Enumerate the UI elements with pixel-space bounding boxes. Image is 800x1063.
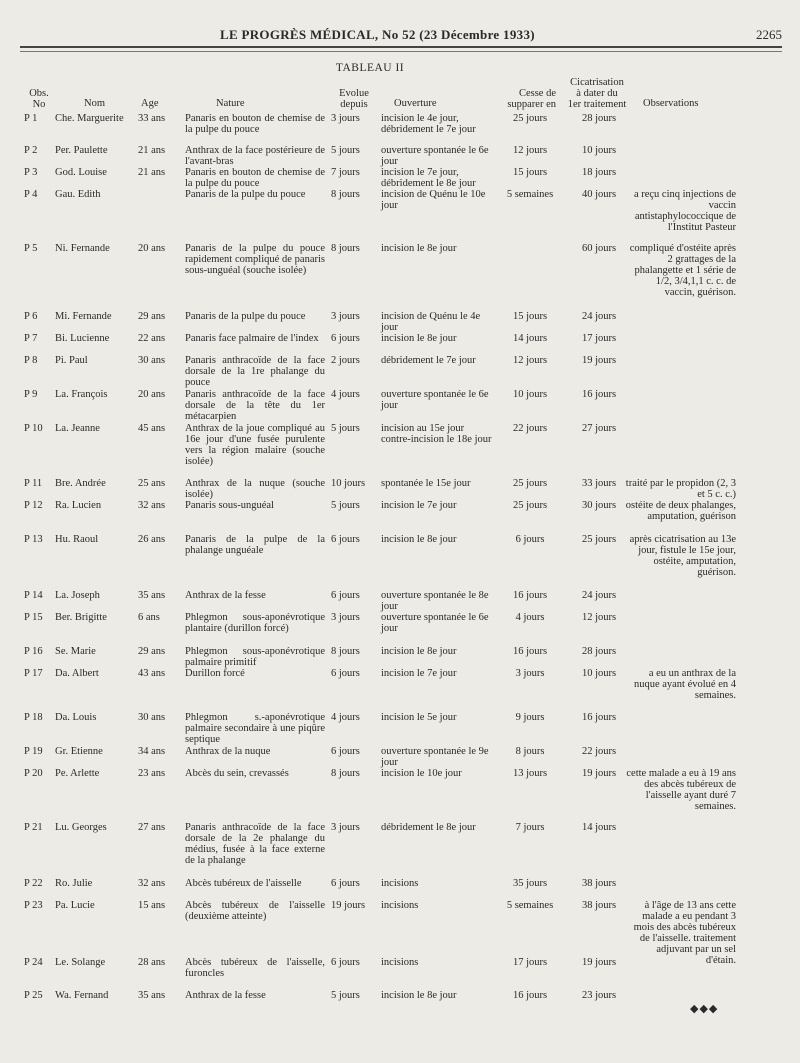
evolution-cell: 8 jours bbox=[331, 189, 360, 200]
suppuration-cell: 35 jours bbox=[512, 878, 548, 889]
opening-cell: incision le 8e jour bbox=[381, 990, 457, 1001]
healing-cell: 40 jours bbox=[581, 189, 617, 200]
suppuration-cell: 15 jours bbox=[512, 311, 548, 322]
end-ornament: ◆◆◆ bbox=[690, 1002, 719, 1015]
obs-cell: P 25 bbox=[24, 990, 43, 1001]
observations-cell: ostéite de deux phalanges, amputation, guérison bbox=[625, 500, 736, 522]
name-cell: Per. Paulette bbox=[55, 145, 108, 156]
age-cell: 26 ans bbox=[138, 534, 166, 545]
healing-cell: 18 jours bbox=[581, 167, 617, 178]
healing-cell: 17 jours bbox=[581, 333, 617, 344]
age-cell: 32 ans bbox=[138, 500, 166, 511]
opening-cell: débridement le 7e jour bbox=[381, 355, 476, 366]
age-cell: 34 ans bbox=[138, 746, 166, 757]
healing-cell: 19 jours bbox=[581, 957, 617, 968]
opening-cell: débridement le 8e jour bbox=[381, 822, 476, 833]
healing-cell: 33 jours bbox=[581, 478, 617, 489]
observations-cell: traité par le propidon (2, 3 et 5 c. c.) bbox=[625, 478, 736, 500]
nature-cell: Durillon forcé bbox=[185, 668, 245, 679]
nature-cell: Panaris anthracoïde de la face dorsale de la 2e phalange du médius, fusée à la face externe de la phalange bbox=[185, 822, 325, 866]
nature-cell: Panaris de la pulpe du pouce bbox=[185, 311, 306, 322]
col-obs: Obs. No bbox=[29, 88, 49, 110]
obs-cell: P 19 bbox=[24, 746, 43, 757]
suppuration-cell: 25 jours bbox=[512, 500, 548, 511]
evolution-cell: 3 jours bbox=[331, 311, 360, 322]
name-cell: Le. Solange bbox=[55, 957, 106, 968]
healing-cell: 14 jours bbox=[581, 822, 617, 833]
suppuration-cell: 17 jours bbox=[512, 957, 548, 968]
suppuration-cell: 22 jours bbox=[512, 423, 548, 434]
opening-cell: incision de Quénu le 4e jour bbox=[381, 311, 481, 333]
suppuration-cell: 4 jours bbox=[515, 612, 545, 623]
observations-cell: après cicatrisation au 13e jour, fistule le 15e jour, ostéite, amputation, guérison. bbox=[629, 534, 736, 578]
nature-cell: Panaris face palmaire de l'index bbox=[185, 333, 319, 344]
age-cell: 30 ans bbox=[138, 355, 166, 366]
col-nom: Nom bbox=[84, 98, 105, 109]
healing-cell: 12 jours bbox=[581, 612, 617, 623]
suppuration-cell: 16 jours bbox=[512, 646, 548, 657]
opening-cell: incision le 7e jour bbox=[381, 668, 457, 679]
suppuration-cell: 16 jours bbox=[512, 590, 548, 601]
healing-cell: 19 jours bbox=[581, 355, 617, 366]
healing-cell: 28 jours bbox=[581, 646, 617, 657]
suppuration-cell: 8 jours bbox=[515, 746, 545, 757]
nature-cell: Panaris anthracoïde de la face dorsale de la 1re phalange du pouce bbox=[185, 355, 325, 388]
nature-cell: Abcès du sein, crevassés bbox=[185, 768, 289, 779]
obs-cell: P 6 bbox=[24, 311, 38, 322]
opening-cell: incision le 10e jour bbox=[381, 768, 462, 779]
opening-cell: incisions bbox=[381, 900, 419, 911]
obs-cell: P 24 bbox=[24, 957, 43, 968]
nature-cell: Phlegmon s.-aponévrotique palmaire secondaire à une piqûre septique bbox=[185, 712, 325, 745]
obs-cell: P 21 bbox=[24, 822, 43, 833]
col-cesse: Cesse de supparer en bbox=[507, 88, 556, 110]
age-cell: 35 ans bbox=[138, 590, 166, 601]
name-cell: Se. Marie bbox=[55, 646, 96, 657]
col-observations: Observations bbox=[643, 98, 699, 109]
suppuration-cell: 6 jours bbox=[515, 534, 545, 545]
suppuration-cell: 25 jours bbox=[512, 478, 548, 489]
suppuration-cell: 14 jours bbox=[512, 333, 548, 344]
observations-cell: a eu un anthrax de la nuque ayant évolué en 4 semaines. bbox=[633, 668, 736, 701]
nature-cell: Panaris de la pulpe du pouce bbox=[185, 189, 306, 200]
issue-number: No 52 bbox=[382, 27, 416, 42]
nature-cell: Anthrax de la face postérieure de l'avant-bras bbox=[185, 145, 325, 167]
nature-cell: Anthrax de la fesse bbox=[185, 990, 266, 1001]
suppuration-cell: 5 semaines bbox=[506, 900, 554, 911]
evolution-cell: 3 jours bbox=[331, 822, 360, 833]
suppuration-cell: 12 jours bbox=[512, 145, 548, 156]
opening-cell: incision le 8e jour bbox=[381, 333, 457, 344]
evolution-cell: 8 jours bbox=[331, 243, 360, 254]
healing-cell: 27 jours bbox=[581, 423, 617, 434]
obs-cell: P 11 bbox=[24, 478, 43, 489]
opening-cell: ouverture spontanée le 6e jour bbox=[381, 612, 489, 634]
nature-cell: Panaris de la pulpe du pouce rapidement compliqué de panaris sous-unguéal (souche isolée) bbox=[185, 243, 325, 276]
name-cell: Gr. Etienne bbox=[55, 746, 103, 757]
name-cell: Pe. Arlette bbox=[55, 768, 100, 779]
age-cell: 27 ans bbox=[138, 822, 166, 833]
suppuration-cell: 9 jours bbox=[515, 712, 545, 723]
opening-cell: incision le 5e jour bbox=[381, 712, 457, 723]
age-cell: 6 ans bbox=[138, 612, 160, 623]
issue-date: (23 Décembre 1933) bbox=[419, 27, 535, 42]
name-cell: Lu. Georges bbox=[55, 822, 107, 833]
evolution-cell: 4 jours bbox=[331, 389, 360, 400]
name-cell: Ber. Brigitte bbox=[55, 612, 107, 623]
evolution-cell: 3 jours bbox=[331, 612, 360, 623]
obs-cell: P 17 bbox=[24, 668, 43, 679]
age-cell: 29 ans bbox=[138, 311, 166, 322]
nature-cell: Panaris sous-unguéal bbox=[185, 500, 274, 511]
evolution-cell: 7 jours bbox=[331, 167, 360, 178]
obs-cell: P 20 bbox=[24, 768, 43, 779]
healing-cell: 25 jours bbox=[581, 534, 617, 545]
age-cell: 32 ans bbox=[138, 878, 166, 889]
age-cell: 23 ans bbox=[138, 768, 166, 779]
name-cell: Pi. Paul bbox=[55, 355, 88, 366]
healing-cell: 28 jours bbox=[581, 113, 617, 124]
obs-cell: P 13 bbox=[24, 534, 43, 545]
obs-cell: P 10 bbox=[24, 423, 43, 434]
age-cell: 21 ans bbox=[138, 167, 166, 178]
healing-cell: 22 jours bbox=[581, 746, 617, 757]
healing-cell: 16 jours bbox=[581, 712, 617, 723]
evolution-cell: 6 jours bbox=[331, 534, 360, 545]
evolution-cell: 3 jours bbox=[331, 113, 360, 124]
nature-cell: Anthrax de la nuque bbox=[185, 746, 271, 757]
opening-cell: incisions bbox=[381, 957, 419, 968]
page-number: 2265 bbox=[756, 27, 782, 42]
obs-cell: P 12 bbox=[24, 500, 43, 511]
opening-cell: incision le 7e jour bbox=[381, 500, 457, 511]
evolution-cell: 6 jours bbox=[331, 333, 360, 344]
name-cell: Mi. Fernande bbox=[55, 311, 112, 322]
age-cell: 35 ans bbox=[138, 990, 166, 1001]
age-cell: 22 ans bbox=[138, 333, 166, 344]
age-cell: 20 ans bbox=[138, 243, 166, 254]
evolution-cell: 8 jours bbox=[331, 768, 360, 779]
col-nature: Nature bbox=[216, 98, 245, 109]
evolution-cell: 8 jours bbox=[331, 646, 360, 657]
evolution-cell: 6 jours bbox=[331, 878, 360, 889]
evolution-cell: 5 jours bbox=[331, 500, 360, 511]
healing-cell: 30 jours bbox=[581, 500, 617, 511]
opening-cell: ouverture spontanée le 9e jour bbox=[381, 746, 489, 768]
opening-cell: incision au 15e jour contre-incision le 18e jour bbox=[381, 423, 492, 445]
age-cell: 45 ans bbox=[138, 423, 166, 434]
suppuration-cell: 15 jours bbox=[512, 167, 548, 178]
name-cell: Ni. Fernande bbox=[55, 243, 110, 254]
age-cell: 25 ans bbox=[138, 478, 166, 489]
col-ouverture: Ouverture bbox=[394, 98, 437, 109]
opening-cell: ouverture spontanée le 6e jour bbox=[381, 389, 489, 411]
opening-cell: incision le 4e jour, débridement le 7e jour bbox=[381, 113, 476, 135]
header-rule bbox=[20, 46, 782, 48]
age-cell: 30 ans bbox=[138, 712, 166, 723]
nature-cell: Anthrax de la nuque (souche isolée) bbox=[185, 478, 325, 500]
opening-cell: ouverture spontanée le 8e jour bbox=[381, 590, 489, 612]
opening-cell: incisions bbox=[381, 878, 419, 889]
obs-cell: P 22 bbox=[24, 878, 43, 889]
healing-cell: 24 jours bbox=[581, 311, 617, 322]
healing-cell: 19 jours bbox=[581, 768, 617, 779]
age-cell: 33 ans bbox=[138, 113, 166, 124]
header-rule-thin bbox=[20, 51, 782, 52]
evolution-cell: 6 jours bbox=[331, 746, 360, 757]
obs-cell: P 9 bbox=[24, 389, 38, 400]
nature-cell: Panaris de la pulpe de la phalange unguéale bbox=[185, 534, 325, 556]
observations-cell: cette malade a eu à 19 ans des abcès tubéreux de l'aisselle ayant duré 7 semaines. bbox=[626, 768, 736, 812]
name-cell: Da. Albert bbox=[55, 668, 99, 679]
opening-cell: spontanée le 15e jour bbox=[381, 478, 471, 489]
age-cell: 43 ans bbox=[138, 668, 166, 679]
name-cell: Pa. Lucie bbox=[55, 900, 95, 911]
obs-cell: P 2 bbox=[24, 145, 38, 156]
journal-name: LE PROGRÈS MÉDICAL, bbox=[220, 27, 379, 42]
suppuration-cell: 5 semaines bbox=[506, 189, 554, 200]
observations-cell: a reçu cinq injections de vaccin antistaphylococcique de l'Institut Pasteur bbox=[633, 189, 736, 233]
nature-cell: Abcès tubéreux de l'aisselle bbox=[185, 878, 302, 889]
nature-cell: Anthrax de la fesse bbox=[185, 590, 266, 601]
obs-cell: P 3 bbox=[24, 167, 38, 178]
obs-cell: P 4 bbox=[24, 189, 38, 200]
obs-cell: P 23 bbox=[24, 900, 43, 911]
opening-cell: ouverture spontanée le 6e jour bbox=[381, 145, 489, 167]
healing-cell: 23 jours bbox=[581, 990, 617, 1001]
nature-cell: Abcès tubéreux de l'aisselle, furoncles bbox=[185, 957, 325, 979]
evolution-cell: 10 jours bbox=[331, 478, 366, 489]
evolution-cell: 5 jours bbox=[331, 990, 360, 1001]
opening-cell: incision le 8e jour bbox=[381, 243, 457, 254]
opening-cell: incision de Quénu le 10e jour bbox=[381, 189, 486, 211]
suppuration-cell: 13 jours bbox=[512, 768, 548, 779]
name-cell: Wa. Fernand bbox=[55, 990, 109, 1001]
observations-cell: à l'âge de 13 ans cette malade a eu pendant 3 mois des abcès tubéreux de l'aisselle. traitement adjuvant par un sel d'étain. bbox=[633, 900, 736, 966]
age-cell: 21 ans bbox=[138, 145, 166, 156]
name-cell: Bi. Lucienne bbox=[55, 333, 110, 344]
evolution-cell: 5 jours bbox=[331, 423, 360, 434]
opening-cell: incision le 7e jour, débridement le 8e jour bbox=[381, 167, 476, 189]
col-cicatrisation: Cicatrisation à dater du 1er traitement bbox=[567, 77, 627, 110]
observations-cell: compliqué d'ostéite après 2 grattages de la phalangette et 1 série de 1/2, 3/4,1,1 c. c. de vaccin, guérison. bbox=[629, 243, 736, 298]
name-cell: Da. Louis bbox=[55, 712, 97, 723]
evolution-cell: 6 jours bbox=[331, 590, 360, 601]
evolution-cell: 19 jours bbox=[331, 900, 366, 911]
suppuration-cell: 16 jours bbox=[512, 990, 548, 1001]
nature-cell: Panaris en bouton de chemise de la pulpe du pouce bbox=[185, 113, 325, 135]
suppuration-cell: 3 jours bbox=[515, 668, 545, 679]
suppuration-cell: 12 jours bbox=[512, 355, 548, 366]
name-cell: Ro. Julie bbox=[55, 878, 93, 889]
healing-cell: 38 jours bbox=[581, 900, 617, 911]
suppuration-cell: 10 jours bbox=[512, 389, 548, 400]
obs-cell: P 1 bbox=[24, 113, 38, 124]
healing-cell: 10 jours bbox=[581, 668, 617, 679]
name-cell: Gau. Edith bbox=[55, 189, 101, 200]
evolution-cell: 5 jours bbox=[331, 145, 360, 156]
obs-cell: P 14 bbox=[24, 590, 43, 601]
obs-cell: P 16 bbox=[24, 646, 43, 657]
nature-cell: Panaris en bouton de chemise de la pulpe du pouce bbox=[185, 167, 325, 189]
opening-cell: incision le 8e jour bbox=[381, 534, 457, 545]
age-cell: 28 ans bbox=[138, 957, 166, 968]
healing-cell: 38 jours bbox=[581, 878, 617, 889]
journal-title bbox=[220, 27, 535, 43]
obs-cell: P 5 bbox=[24, 243, 38, 254]
age-cell: 20 ans bbox=[138, 389, 166, 400]
suppuration-cell: 7 jours bbox=[515, 822, 545, 833]
evolution-cell: 4 jours bbox=[331, 712, 360, 723]
name-cell: God. Louise bbox=[55, 167, 107, 178]
healing-cell: 60 jours bbox=[581, 243, 617, 254]
nature-cell: Phlegmon sous-aponévrotique plantaire (durillon forcé) bbox=[185, 612, 325, 634]
age-cell: 15 ans bbox=[138, 900, 166, 911]
obs-cell: P 7 bbox=[24, 333, 38, 344]
name-cell: Hu. Raoul bbox=[55, 534, 99, 545]
suppuration-cell: 25 jours bbox=[512, 113, 548, 124]
col-evolue: Evolue depuis bbox=[339, 88, 369, 110]
name-cell: La. François bbox=[55, 389, 108, 400]
nature-cell: Panaris anthracoïde de la face dorsale de la tête du 1er métacarpien bbox=[185, 389, 325, 422]
nature-cell: Anthrax de la joue compliqué au 16e jour d'une fusée purulente vers la région malaire (souche isolée) bbox=[185, 423, 325, 467]
nature-cell: Phlegmon sous-aponévrotique palmaire primitif bbox=[185, 646, 325, 668]
evolution-cell: 2 jours bbox=[331, 355, 360, 366]
evolution-cell: 6 jours bbox=[331, 668, 360, 679]
name-cell: Che. Marguerite bbox=[55, 113, 124, 124]
healing-cell: 16 jours bbox=[581, 389, 617, 400]
obs-cell: P 18 bbox=[24, 712, 43, 723]
age-cell: 29 ans bbox=[138, 646, 166, 657]
col-age: Age bbox=[141, 98, 159, 109]
obs-cell: P 8 bbox=[24, 355, 38, 366]
table-title: TABLEAU II bbox=[335, 62, 405, 74]
name-cell: La. Joseph bbox=[55, 590, 100, 601]
healing-cell: 10 jours bbox=[581, 145, 617, 156]
name-cell: Ra. Lucien bbox=[55, 500, 102, 511]
name-cell: La. Jeanne bbox=[55, 423, 100, 434]
name-cell: Bre. Andrée bbox=[55, 478, 106, 489]
evolution-cell: 6 jours bbox=[331, 957, 360, 968]
healing-cell: 24 jours bbox=[581, 590, 617, 601]
obs-cell: P 15 bbox=[24, 612, 43, 623]
nature-cell: Abcès tubéreux de l'aisselle (deuxième atteinte) bbox=[185, 900, 325, 922]
opening-cell: incision le 8e jour bbox=[381, 646, 457, 657]
